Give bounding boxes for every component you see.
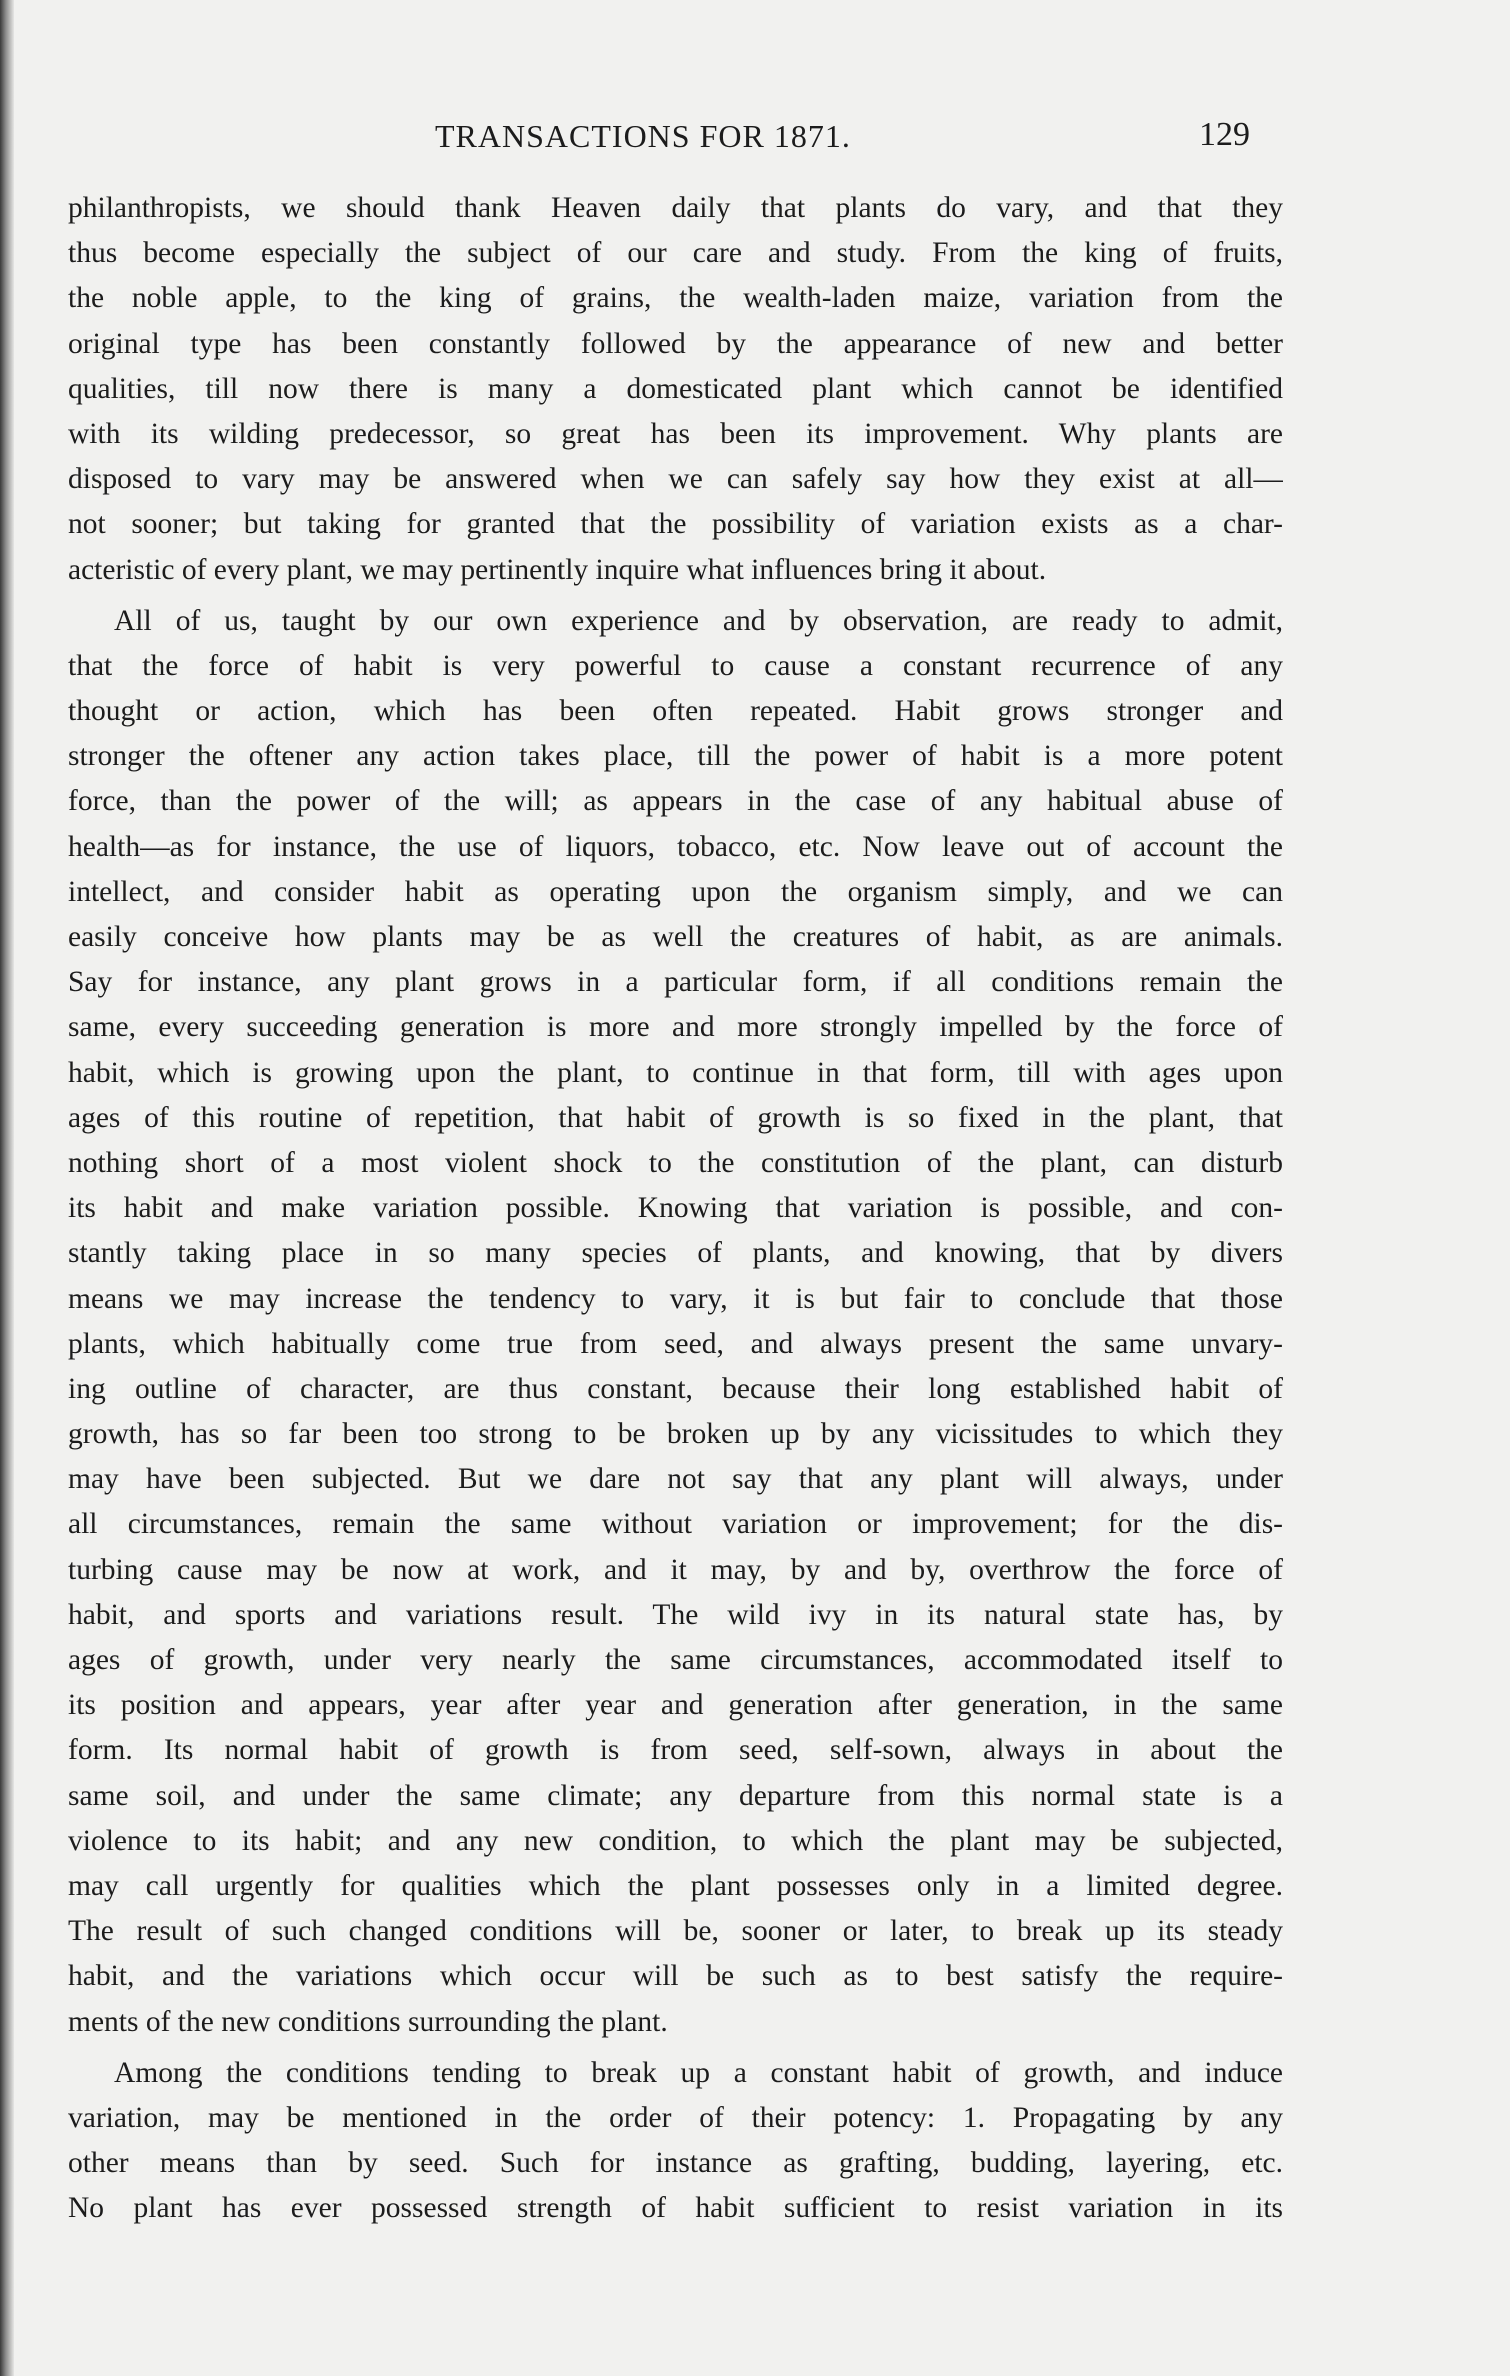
- text-line: may have been subjected. But we dare not say that any plant will always, under: [68, 1463, 1283, 1496]
- text-line: stronger the oftener any action takes place, till the power of habit is a more potent: [68, 740, 1283, 773]
- text-line: all circumstances, remain the same without variation or improvement; for the dis-: [68, 1508, 1283, 1541]
- text-line: same soil, and under the same climate; any departure from this normal state is a: [68, 1779, 1283, 1812]
- text-line: The result of such changed conditions will be, sooner or later, to break up its steady: [68, 1915, 1283, 1948]
- text-line: the noble apple, to the king of grains, the wealth-laden maize, variation from the: [68, 282, 1283, 315]
- text-line: ing outline of character, are thus constant, because their long established habit of: [68, 1372, 1283, 1405]
- text-line: intellect, and consider habit as operating upon the organism simply, and we can: [68, 875, 1283, 908]
- page-number: 129: [1199, 116, 1250, 153]
- text-line: its position and appears, year after year and generation after generation, in the same: [68, 1689, 1283, 1722]
- text-line: thought or action, which has been often repeated. Habit grows stronger and: [68, 695, 1283, 728]
- text-line: habit, and sports and variations result. The wild ivy in its natural state has, by: [68, 1598, 1283, 1631]
- spine-shadow: [0, 0, 14, 2376]
- text-line: means we may increase the tendency to vary, it is but fair to conclude that those: [68, 1282, 1283, 1315]
- text-line: stantly taking place in so many species of plants, and knowing, that by divers: [68, 1237, 1283, 1270]
- text-line: with its wilding predecessor, so great has been its improvement. Why plants are: [68, 417, 1283, 450]
- text-line: Say for instance, any plant grows in a particular form, if all conditions remain the: [68, 966, 1283, 999]
- text-line: habit, and the variations which occur will be such as to best satisfy the require-: [68, 1960, 1283, 1993]
- text-line: acteristic of every plant, we may pertinently inquire what influences bring it about.: [68, 553, 1047, 586]
- text-line: health—as for instance, the use of liquors, tobacco, etc. Now leave out of account the: [68, 830, 1283, 863]
- text-line: easily conceive how plants may be as well the creatures of habit, as are animals.: [68, 921, 1283, 953]
- text-line: turbing cause may be now at work, and it may, by and by, overthrow the force of: [68, 1553, 1283, 1586]
- text-line: habit, which is growing upon the plant, to continue in that form, till with ages upon: [68, 1056, 1283, 1089]
- text-line: original type has been constantly followed by the appearance of new and better: [68, 327, 1283, 360]
- text-line: violence to its habit; and any new condition, to which the plant may be subjected,: [68, 1824, 1283, 1857]
- text-line: form. Its normal habit of growth is from seed, self-sown, always in about the: [68, 1734, 1283, 1767]
- text-line: same, every succeeding generation is more and more strongly impelled by the force of: [68, 1011, 1283, 1044]
- text-line: ages of growth, under very nearly the same circumstances, accommodated itself to: [68, 1644, 1283, 1676]
- body-text: [68, 186, 1283, 2231]
- text-line: thus become especially the subject of our care and study. From the king of fruits,: [68, 237, 1283, 270]
- text-line: may call urgently for qualities which the plant possesses only in a limited degree.: [68, 1869, 1283, 1902]
- text-line: force, than the power of the will; as appears in the case of any habitual abuse of: [68, 785, 1283, 818]
- text-line: growth, has so far been too strong to be broken up by any vicissitudes to which they: [68, 1418, 1283, 1451]
- text-line: Among the conditions tending to break up a constant habit of growth, and induce: [114, 2056, 1283, 2089]
- text-line: variation, may be mentioned in the order of their potency: 1. Propagating by any: [68, 2101, 1283, 2134]
- text-line: plants, which habitually come true from seed, and always present the same unvary-: [68, 1327, 1283, 1360]
- text-line: ages of this routine of repetition, that habit of growth is so fixed in the plant, that: [68, 1101, 1283, 1134]
- text-line: philanthropists, we should thank Heaven daily that plants do vary, and that they: [68, 192, 1283, 224]
- text-line: its habit and make variation possible. Knowing that variation is possible, and con-: [68, 1192, 1283, 1225]
- text-line: that the force of habit is very powerful to cause a constant recurrence of any: [68, 649, 1283, 682]
- text-line: nothing short of a most violent shock to the constitution of the plant, can disturb: [68, 1146, 1283, 1179]
- text-line: not sooner; but taking for granted that the possibility of variation exists as a char-: [68, 508, 1283, 541]
- text-line: other means than by seed. Such for instance as grafting, budding, layering, etc.: [68, 2147, 1283, 2180]
- text-line: ments of the new conditions surrounding the plant.: [68, 2005, 668, 2038]
- text-line: No plant has ever possessed strength of habit sufficient to resist variation in its: [68, 2192, 1283, 2225]
- text-line: qualities, till now there is many a domesticated plant which cannot be identified: [68, 372, 1283, 405]
- running-title: TRANSACTIONS FOR 1871.: [435, 118, 851, 154]
- page-header: [70, 112, 1250, 164]
- text-line: All of us, taught by our own experience and by observation, are ready to admit,: [114, 604, 1283, 637]
- text-line: disposed to vary may be answered when we can safely say how they exist at all—: [68, 463, 1283, 496]
